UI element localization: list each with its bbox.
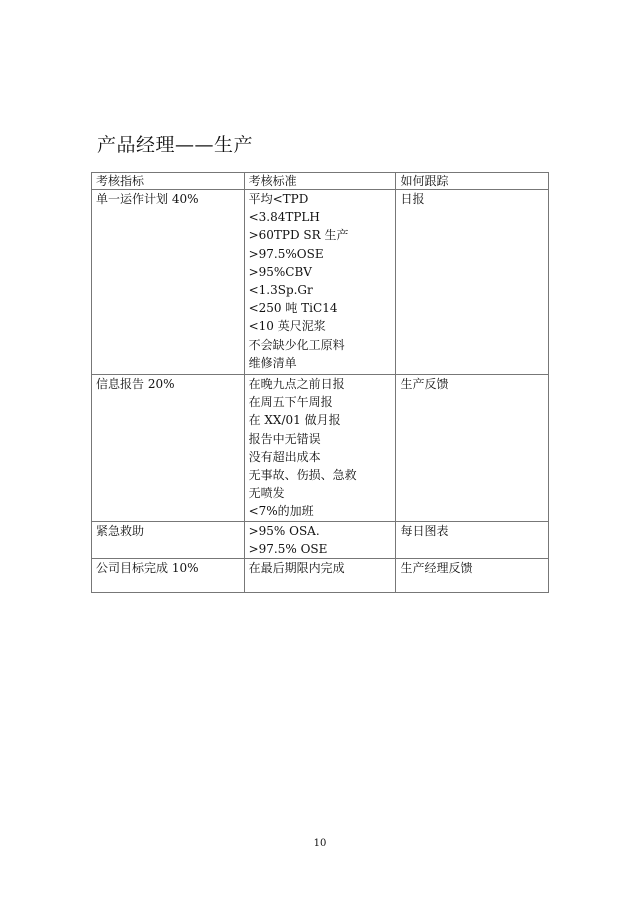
standard-line: <1.3Sp.Gr (248, 283, 313, 298)
standards-cell (244, 375, 396, 522)
standards-cell (244, 559, 396, 593)
table-row (92, 559, 549, 593)
standard-line: 无事故、伤损、急救 (248, 468, 357, 483)
standard-line: 在周五下午周报 (248, 395, 333, 410)
standard-line: 平均<TPD (248, 192, 309, 206)
table-row (92, 521, 549, 558)
standard-line: >97.5%OSE (248, 246, 324, 261)
kpi-table (91, 172, 549, 593)
indicator-cell: 紧急救助 (92, 521, 245, 558)
tracking-cell: 生产经理反馈 (396, 559, 549, 593)
page-title: 产品经理——生产 (97, 134, 254, 156)
standard-line: 在 XX/01 做月报 (248, 413, 341, 428)
standard-line: >95%CBV (248, 264, 312, 279)
table-row (92, 190, 549, 375)
page-number: 10 (313, 838, 327, 849)
header-standard: 考核标准 (244, 173, 396, 190)
header-indicator: 考核指标 (92, 173, 245, 190)
standard-line: 没有超出成本 (248, 449, 321, 464)
standard-line: >95% OSA. (248, 523, 320, 538)
standard-line: >97.5% OSE (248, 541, 328, 556)
header-tracking: 如何跟踪 (396, 173, 549, 190)
standard-line: 在晚九点之前日报 (248, 377, 345, 391)
standard-line: 无喷发 (248, 486, 285, 501)
indicator-cell: 公司目标完成 10% (92, 559, 245, 593)
standard-line: <250 吨 TiC14 (248, 301, 338, 316)
standards-cell (244, 190, 396, 375)
standard-line: <7%的加班 (248, 504, 314, 519)
table-header-row (92, 173, 549, 190)
standard-line: 报告中无错误 (248, 431, 321, 446)
tracking-cell: 每日图表 (396, 521, 549, 558)
standard-line: 不会缺少化工原料 (248, 337, 345, 352)
standard-line: <3.84TPLH (248, 210, 320, 225)
indicator-cell: 单一运作计划 40% (92, 190, 245, 375)
standard-line: >60TPD SR 生产 (248, 228, 349, 243)
standard-line: <10 英尺泥浆 (248, 319, 326, 334)
standards-cell (244, 521, 396, 558)
standard-line: 维修清单 (248, 355, 297, 370)
tracking-cell: 日报 (396, 190, 549, 375)
table-row (92, 375, 549, 522)
standard-line: 在最后期限内完成 (248, 561, 345, 576)
indicator-cell: 信息报告 20% (92, 375, 245, 522)
tracking-cell: 生产反馈 (396, 375, 549, 522)
